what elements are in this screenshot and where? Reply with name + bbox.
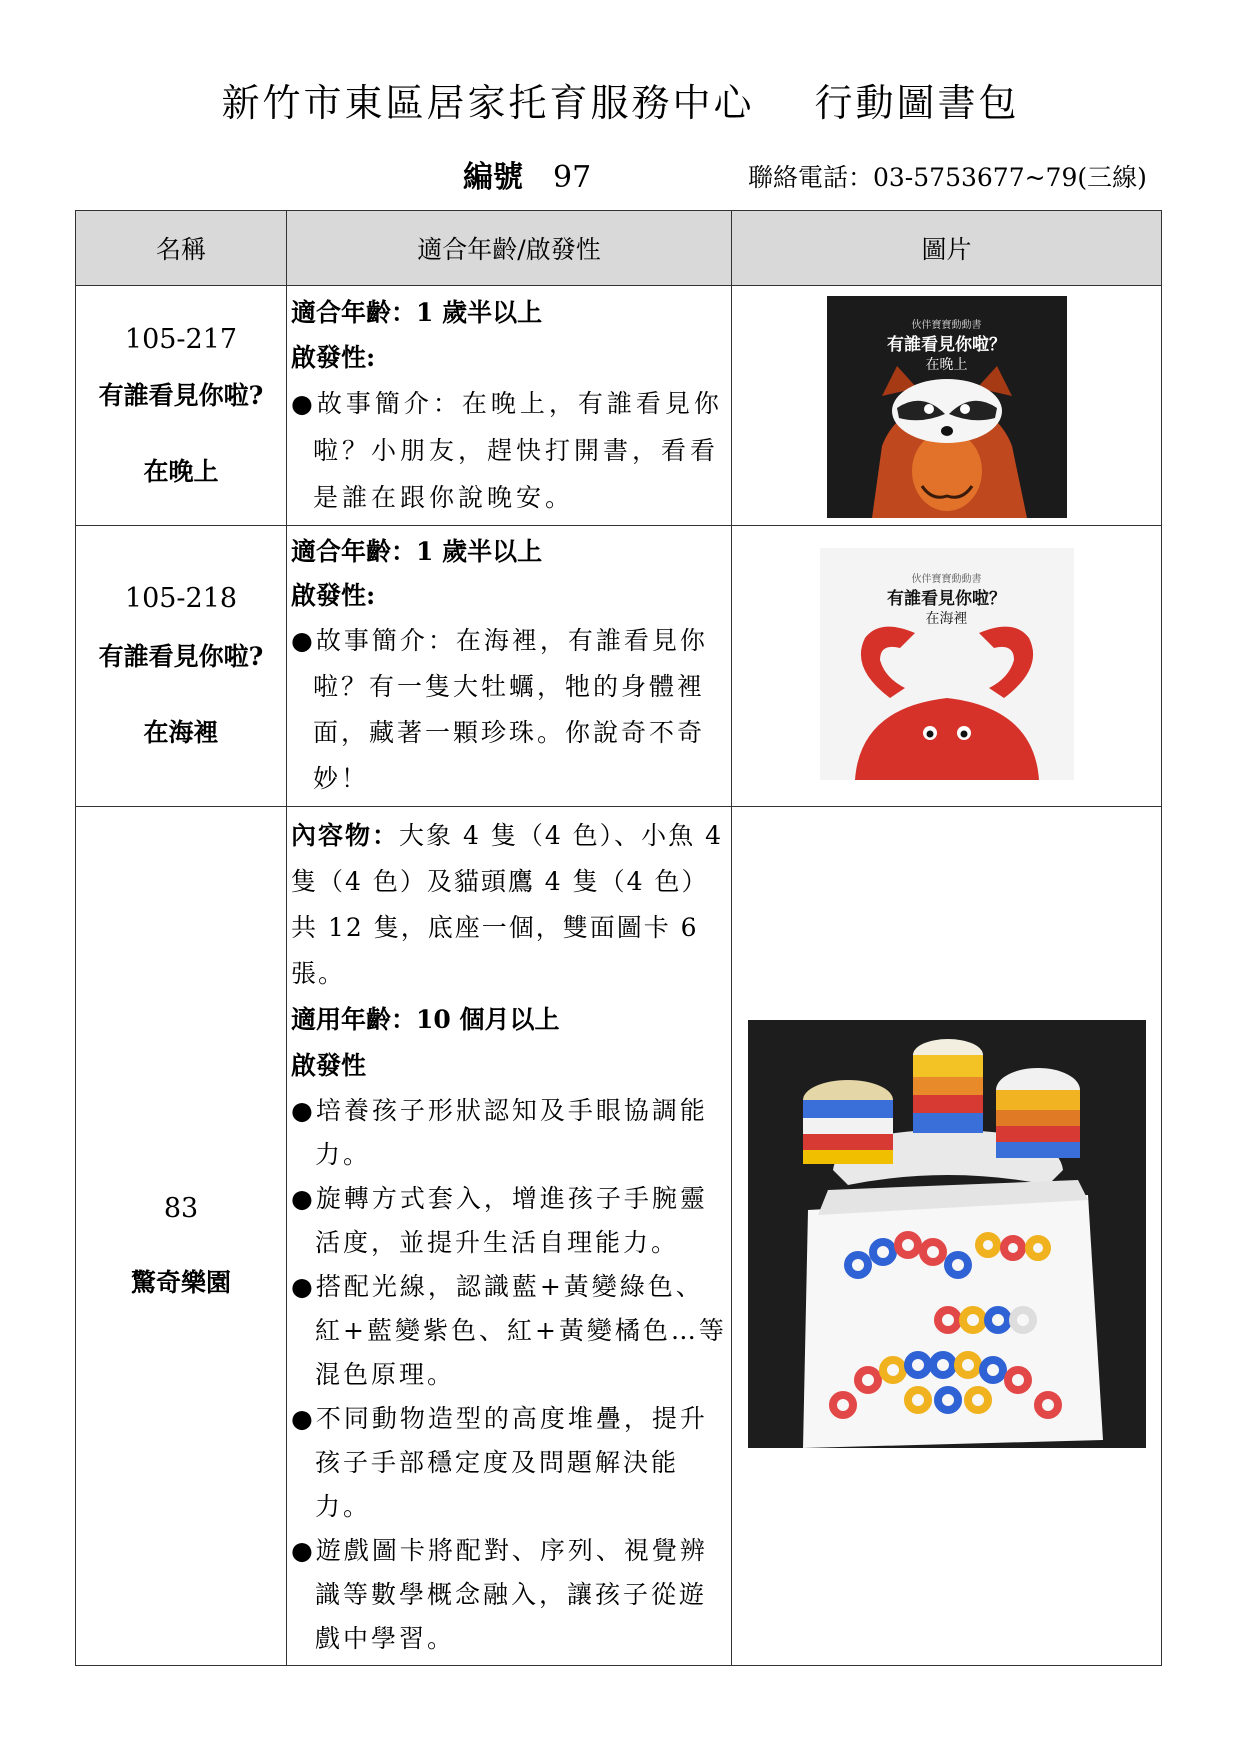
table-header-row [76,211,1162,286]
serial-number: 97 [553,160,592,195]
document-type: 行動圖書包 [814,81,1020,125]
item-code: 105-217 [124,323,238,355]
benefit-item: ●旋轉方式套入，增進孩子手腕靈活度，並提升生活自理能力。 [291,1184,708,1257]
benefit-item: ●不同動物造型的高度堆疊，提升孩子手部穩定度及問題解決能力。 [291,1404,708,1521]
item-name-cell [76,286,287,526]
book-cover-image [820,548,1074,780]
item-picture-cell [732,526,1162,807]
cover-title: 有誰看見你啦？ [887,334,1006,355]
item-name: 有誰看見你啦? [98,380,264,410]
age-text: 適合年齡：1 歲半以上 [291,298,543,327]
cover-subtitle: 在晚上 [925,356,968,373]
cover-series: 伙伴寶寶動動書 [911,574,982,585]
age-text: 適合年齡：1 歲半以上 [291,537,543,566]
cover-title: 有誰看見你啦？ [887,589,1006,609]
item-code: 83 [163,1193,199,1224]
item-name-sub: 在晚上 [143,456,219,486]
item-desc-cell [287,526,732,807]
table-row [76,526,1162,807]
benefit-item: ●培養孩子形狀認知及手眼協調能力。 [291,1096,708,1169]
contents-label: 內容物： [291,821,400,850]
cover-subtitle: 在海裡 [925,611,968,627]
cover-series: 伙伴寶寶動動書 [911,319,982,331]
table-row [76,807,1162,1666]
book-cover-image [827,296,1067,518]
item-name-cell [76,807,287,1666]
serial-label: 編號 [463,160,523,195]
table-row [76,286,1162,526]
header-age: 適合年齡/啟發性 [287,211,732,286]
age-text: 適用年齡：10 個月以上 [291,1005,560,1034]
inspiration-label: 啟發性: [291,343,376,372]
item-desc-cell [287,807,732,1666]
crab-illustration [820,548,1074,780]
item-name-cell [76,526,287,807]
center-name: 新竹市東區居家托育服務中心 [221,81,755,125]
page-title [0,72,1241,127]
inspiration-label: 啟發性 [291,1051,367,1080]
header-picture: 圖片 [732,211,1162,286]
item-name: 驚奇樂園 [130,1268,231,1297]
header-name: 名稱 [76,211,287,286]
story-summary: ●故事簡介：在海裡，有誰看見你啦？有一隻大牡蠣，牠的身體裡面，藏著一顆珍珠。你說奇不奇妙！ [291,626,708,793]
item-name: 有誰看見你啦? [98,642,264,671]
item-code: 105-218 [124,583,238,614]
contents-text: 內容物：大象 4 隻（4 色）、小魚 4 隻（4 色）及貓頭鷹 4 隻（4 色）共 12 隻，底座一個，雙面圖卡 6 張。 [291,821,724,988]
item-name-sub: 在海裡 [143,718,219,747]
benefit-item: ●遊戲圖卡將配對、序列、視覺辨識等數學概念融入，讓孩子從遊戲中學習。 [291,1536,708,1653]
item-picture-cell [732,807,1162,1666]
phone: 聯絡電話：03-5753677~79(三線) [748,163,1147,192]
item-table [75,210,1162,1666]
raccoon-illustration [827,296,1067,518]
benefit-item: ●搭配光線，認識藍+黃變綠色、紅+藍變紫色、紅+黃變橘色…等混色原理。 [291,1272,727,1389]
story-summary: ●故事簡介：在晚上，有誰看見你啦？小朋友，趕快打開書，看看是誰在跟你說晚安。 [291,389,723,512]
item-picture-cell [732,286,1162,526]
stacking-toy-illustration [748,1020,1146,1448]
inspiration-label: 啟發性: [291,581,376,610]
serial [463,152,591,196]
meta-line [0,152,1241,195]
item-desc-cell [287,286,732,526]
toy-photo [748,1020,1146,1448]
